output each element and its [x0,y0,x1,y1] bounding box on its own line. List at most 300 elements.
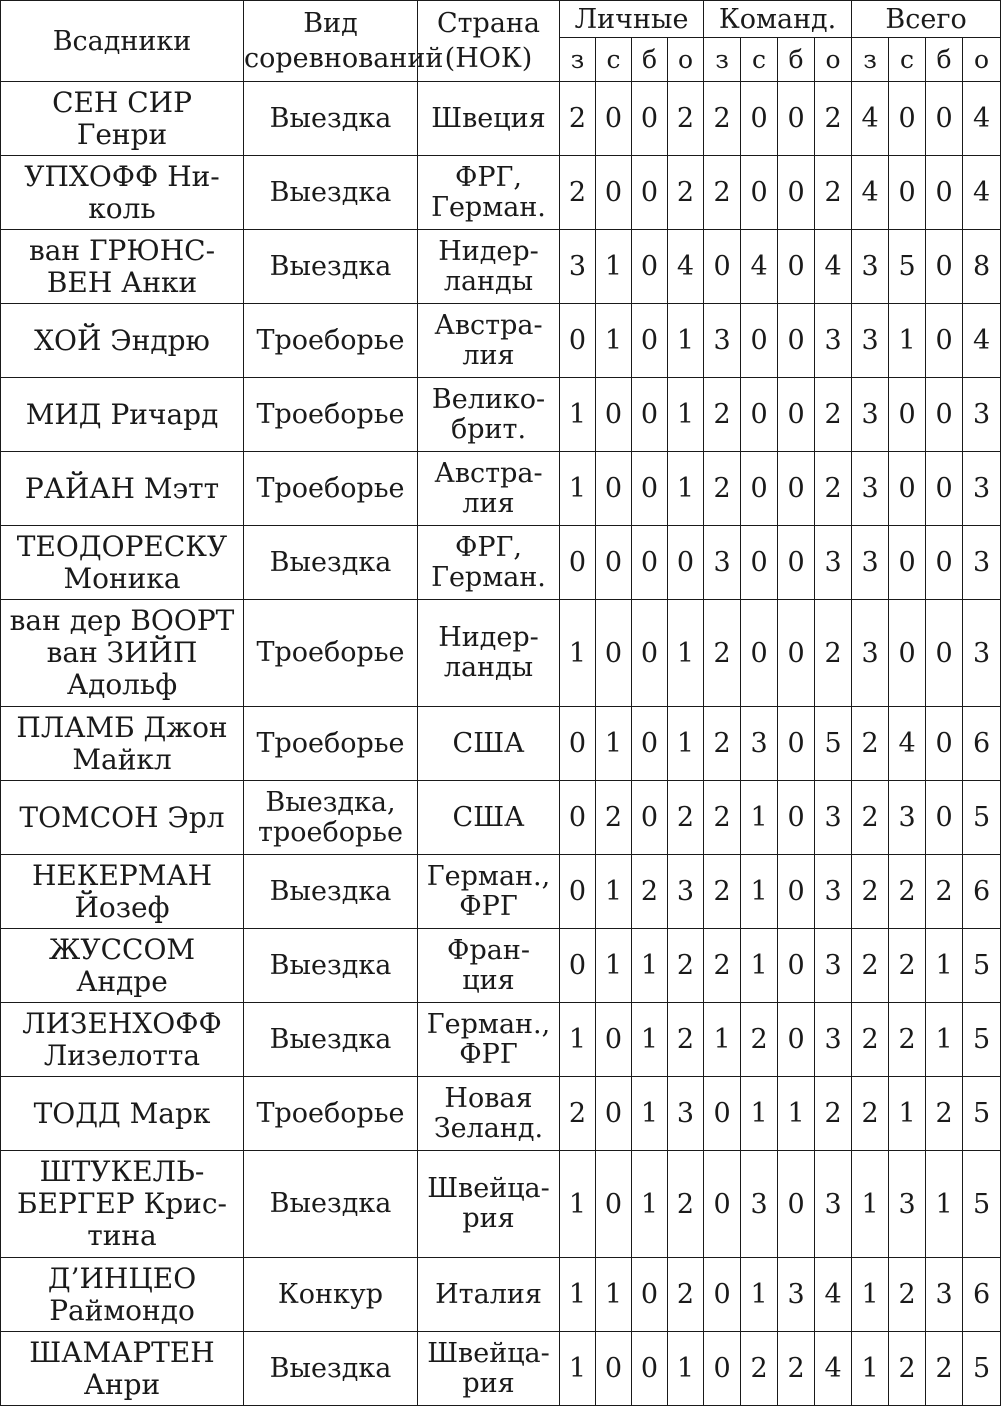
medal-count-overall-total: 5 [963,1151,1001,1258]
medal-count-team-total: 3 [815,526,852,600]
medal-count-personal-gold: 0 [560,707,596,781]
table-row [1,82,1001,156]
table-row [1,230,1001,304]
medal-count-team-silver: 4 [741,230,778,304]
medal-count-team-silver: 1 [741,1077,778,1151]
medal-count-team-bronze: 0 [778,1151,815,1258]
medal-count-team-silver: 3 [741,1151,778,1258]
medal-count-personal-silver: 2 [596,781,632,855]
medal-count-personal-gold: 2 [560,156,596,230]
medal-count-overall-silver: 3 [889,781,926,855]
medal-count-team-silver: 2 [741,1332,778,1406]
rider-name-text: ТОМСОН Эрл [19,800,225,834]
medal-count-team-bronze: 0 [778,156,815,230]
medal-count-overall-bronze: 0 [926,82,963,156]
country [418,156,560,230]
medal-count-personal-bronze: 0 [632,82,668,156]
medal-count-overall-silver: 2 [889,855,926,929]
medal-count-team-gold: 2 [704,707,741,781]
medal-count-overall-silver: 0 [889,526,926,600]
medal-count-overall-gold: 3 [852,378,889,452]
rider-name [1,1003,244,1077]
medal-count-team-total: 4 [815,1258,852,1332]
medal-count-team-silver: 1 [741,929,778,1003]
medal-count-team-gold: 0 [704,1077,741,1151]
medal-count-overall-bronze: 0 [926,707,963,781]
medal-count-team-bronze: 0 [778,855,815,929]
event-type-text: Троеборье [256,1097,405,1129]
medal-count-overall-bronze: 0 [926,304,963,378]
medal-count-team-silver: 0 [741,526,778,600]
rider-name-text: ХОЙ Эндрю [34,323,210,357]
table-row [1,452,1001,526]
header-medal-total: о [815,38,852,82]
event-type [244,378,418,452]
country [418,1332,560,1406]
medal-count-overall-bronze: 0 [926,526,963,600]
event-type-text: Выездка [269,546,392,578]
medal-count-team-gold: 2 [704,855,741,929]
table-row [1,378,1001,452]
medal-count-personal-total: 2 [668,781,704,855]
medal-count-team-total: 3 [815,1151,852,1258]
event-type [244,452,418,526]
medal-count-personal-silver: 0 [596,1077,632,1151]
medal-count-personal-gold: 3 [560,230,596,304]
medal-count-overall-silver: 0 [889,82,926,156]
medal-count-overall-total: 5 [963,929,1001,1003]
medal-count-overall-gold: 1 [852,1258,889,1332]
header-group-total: Всего [852,1,1001,38]
medal-count-personal-silver: 1 [596,929,632,1003]
medal-count-personal-total: 1 [668,378,704,452]
rider-name-text: ПЛАМБ Джон Майкл [16,710,228,776]
medal-count-personal-silver: 1 [596,304,632,378]
medal-count-overall-silver: 2 [889,1003,926,1077]
medal-count-overall-gold: 1 [852,1332,889,1406]
table-row [1,1077,1001,1151]
medal-count-overall-bronze: 0 [926,378,963,452]
medal-count-personal-bronze: 1 [632,1003,668,1077]
medal-count-personal-total: 1 [668,600,704,707]
event-type [244,781,418,855]
medal-count-overall-gold: 2 [852,1003,889,1077]
country-text: США [452,801,525,833]
event-type-text: Выездка [269,1352,392,1384]
medal-count-personal-gold: 2 [560,1077,596,1151]
header-medal-bronze: б [926,38,963,82]
table-row [1,1258,1001,1332]
country [418,1258,560,1332]
medal-count-team-bronze: 2 [778,1332,815,1406]
medal-count-personal-total: 2 [668,1003,704,1077]
medal-count-personal-total: 0 [668,526,704,600]
medal-count-overall-gold: 2 [852,781,889,855]
medal-count-personal-bronze: 0 [632,600,668,707]
table-row [1,156,1001,230]
medal-count-personal-silver: 1 [596,855,632,929]
medal-count-team-gold: 0 [704,1332,741,1406]
medal-count-team-silver: 0 [741,304,778,378]
event-type-text: Конкур [277,1278,384,1310]
medal-count-team-bronze: 0 [778,929,815,1003]
header-row-groups [1,1,1001,38]
country [418,1003,560,1077]
country-text: Австра- лия [434,457,543,519]
medal-count-team-total: 4 [815,1332,852,1406]
event-type [244,707,418,781]
table-row [1,855,1001,929]
header-medal-silver: с [741,38,778,82]
country [418,1151,560,1258]
table-body [1,82,1001,1406]
medal-count-overall-total: 8 [963,230,1001,304]
medal-count-team-bronze: 1 [778,1077,815,1151]
header-medal-bronze: б [778,38,815,82]
rider-name-text: МИД Ричард [25,397,219,431]
medal-count-personal-bronze: 1 [632,1077,668,1151]
medal-count-team-bronze: 0 [778,781,815,855]
medal-count-personal-silver: 1 [596,230,632,304]
medal-count-team-bronze: 0 [778,1003,815,1077]
table-row [1,707,1001,781]
medal-count-team-total: 2 [815,600,852,707]
country-text: Герман., ФРГ [426,1008,551,1070]
medal-count-overall-gold: 2 [852,707,889,781]
rider-name [1,1258,244,1332]
country [418,1077,560,1151]
rider-name-text: ЖУССОМ Андре [48,932,196,998]
event-type-text: Троеборье [256,398,405,430]
medal-count-personal-gold: 1 [560,600,596,707]
header-medal-gold: з [704,38,741,82]
medal-count-overall-bronze: 2 [926,855,963,929]
medal-count-overall-silver: 2 [889,929,926,1003]
medal-count-overall-bronze: 0 [926,600,963,707]
medal-count-overall-gold: 3 [852,526,889,600]
medal-count-overall-total: 5 [963,1332,1001,1406]
medal-count-overall-gold: 3 [852,452,889,526]
country-text: Нидер- ланды [438,235,539,297]
medal-count-personal-bronze: 0 [632,378,668,452]
medal-count-overall-silver: 0 [889,600,926,707]
medal-count-overall-silver: 2 [889,1332,926,1406]
medal-count-overall-silver: 0 [889,452,926,526]
medal-count-overall-gold: 3 [852,304,889,378]
medal-count-team-gold: 1 [704,1003,741,1077]
rider-name [1,855,244,929]
medal-count-overall-total: 6 [963,855,1001,929]
medal-count-personal-total: 1 [668,1332,704,1406]
rider-name [1,156,244,230]
country-text: ФРГ, Герман. [431,531,546,593]
event-type [244,1077,418,1151]
medal-count-overall-silver: 0 [889,378,926,452]
medal-count-team-silver: 0 [741,600,778,707]
country-text: Швеция [431,102,546,134]
country-text: Новая Зеланд. [433,1082,544,1144]
medal-count-team-silver: 1 [741,781,778,855]
rider-name-text: ван дер ВООРТ ван ЗИЙП Адольф [9,604,235,701]
event-type [244,1258,418,1332]
event-type [244,82,418,156]
event-type [244,855,418,929]
medal-count-overall-total: 4 [963,304,1001,378]
country-text: Герман., ФРГ [426,860,551,922]
medal-count-personal-gold: 1 [560,452,596,526]
medal-count-overall-bronze: 1 [926,1151,963,1258]
medal-count-personal-silver: 0 [596,600,632,707]
medal-count-team-gold: 3 [704,304,741,378]
medal-count-team-total: 3 [815,781,852,855]
medal-count-personal-total: 2 [668,82,704,156]
medal-count-personal-total: 3 [668,1077,704,1151]
header-medal-bronze: б [632,38,668,82]
country [418,230,560,304]
medal-count-team-total: 2 [815,1077,852,1151]
medal-count-personal-total: 2 [668,156,704,230]
country-text: Италия [435,1278,542,1310]
medal-count-team-bronze: 0 [778,82,815,156]
medal-count-team-silver: 0 [741,378,778,452]
country [418,707,560,781]
header-rider: Всадники [1,1,244,82]
medal-count-overall-silver: 0 [889,156,926,230]
rider-name [1,526,244,600]
event-type-text: Троеборье [256,727,405,759]
medal-count-team-silver: 3 [741,707,778,781]
country-text: Швейца- рия [427,1337,550,1399]
event-type-text: Троеборье [256,637,405,668]
event-type-text: Выездка [269,176,392,208]
medal-count-team-gold: 3 [704,526,741,600]
country [418,929,560,1003]
country-text: Нидер- ланды [438,622,539,683]
country-text: Велико- брит. [431,383,546,445]
event-type [244,156,418,230]
medal-count-personal-total: 4 [668,230,704,304]
medal-count-overall-total: 5 [963,781,1001,855]
rider-name [1,452,244,526]
medal-count-personal-bronze: 0 [632,1258,668,1332]
medal-count-overall-bronze: 0 [926,156,963,230]
event-type [244,1003,418,1077]
medal-count-personal-silver: 0 [596,378,632,452]
medal-count-personal-gold: 0 [560,855,596,929]
rider-name-text: УПХОФФ Ни- коль [24,159,220,225]
event-type-text: Выездка [269,102,392,134]
event-type-text: Выездка [269,1023,392,1055]
rider-name [1,1077,244,1151]
header-country: Страна (НОК) [418,1,560,82]
medal-count-personal-bronze: 0 [632,1332,668,1406]
medal-count-team-total: 3 [815,929,852,1003]
country [418,378,560,452]
rider-name-text: ТЕОДОРЕСКУ Моника [16,529,228,595]
medal-count-personal-bronze: 0 [632,781,668,855]
country [418,526,560,600]
medal-count-overall-total: 6 [963,707,1001,781]
header-medal-silver: с [596,38,632,82]
rider-name [1,600,244,707]
event-type-text: Выездка [269,1188,392,1219]
medal-count-overall-silver: 4 [889,707,926,781]
rider-name-text: СЕН СИР Генри [52,85,192,151]
medal-count-team-bronze: 0 [778,230,815,304]
medal-count-overall-bronze: 1 [926,929,963,1003]
header-medal-total: о [668,38,704,82]
medal-count-personal-bronze: 0 [632,452,668,526]
medal-count-team-total: 3 [815,1003,852,1077]
medal-count-team-silver: 1 [741,1258,778,1332]
country-text: Швейца- рия [427,1173,550,1234]
medal-count-overall-bronze: 2 [926,1077,963,1151]
medal-count-overall-total: 6 [963,1258,1001,1332]
country [418,452,560,526]
table-row [1,929,1001,1003]
rider-name [1,929,244,1003]
country [418,82,560,156]
country-text: США [452,727,525,759]
rider-name [1,378,244,452]
country-text: ФРГ, Герман. [431,161,546,223]
medal-count-team-silver: 2 [741,1003,778,1077]
country [418,304,560,378]
country [418,855,560,929]
header-medal-total: о [963,38,1001,82]
event-type-text: Выездка, троеборье [258,786,403,848]
medal-count-overall-silver: 2 [889,1258,926,1332]
country-text: Фран- ция [447,934,530,996]
medal-count-overall-gold: 2 [852,1077,889,1151]
medal-count-personal-gold: 1 [560,1003,596,1077]
rider-name-text: ЛИЗЕНХОФФ Лизелотта [22,1006,222,1072]
medal-count-overall-gold: 2 [852,855,889,929]
medal-count-overall-total: 4 [963,156,1001,230]
event-type-text: Выездка [269,875,392,907]
medal-count-overall-bronze: 0 [926,781,963,855]
event-type [244,1151,418,1258]
medal-count-personal-total: 2 [668,929,704,1003]
medal-count-overall-bronze: 3 [926,1258,963,1332]
rider-name-text: ван ГРЮНС- ВЕН Анки [28,233,216,299]
country [418,600,560,707]
event-type [244,1332,418,1406]
medal-count-overall-total: 3 [963,452,1001,526]
medal-count-team-bronze: 0 [778,526,815,600]
medal-count-team-bronze: 0 [778,304,815,378]
medal-count-overall-silver: 3 [889,1151,926,1258]
medal-count-team-bronze: 0 [778,452,815,526]
event-type [244,929,418,1003]
medal-count-team-total: 2 [815,82,852,156]
medal-count-personal-silver: 0 [596,156,632,230]
medal-count-team-silver: 0 [741,452,778,526]
medal-count-personal-bronze: 0 [632,304,668,378]
medal-count-team-gold: 2 [704,156,741,230]
table-row [1,304,1001,378]
header-group-personal: Личные [560,1,704,38]
medal-count-personal-bronze: 1 [632,1151,668,1258]
medal-count-team-bronze: 0 [778,707,815,781]
rider-name [1,230,244,304]
medal-count-overall-bronze: 1 [926,1003,963,1077]
rider-name [1,82,244,156]
event-type [244,526,418,600]
medal-count-overall-gold: 4 [852,156,889,230]
medal-count-team-total: 5 [815,707,852,781]
medal-count-personal-gold: 1 [560,378,596,452]
medal-count-personal-silver: 0 [596,526,632,600]
header-medal-silver: с [889,38,926,82]
medal-count-team-gold: 0 [704,1151,741,1258]
medal-count-personal-gold: 1 [560,1258,596,1332]
medal-count-personal-bronze: 0 [632,156,668,230]
rider-name-text: ШТУКЕЛЬ- БЕРГЕР Крис- тина [17,1155,227,1252]
medal-count-overall-silver: 5 [889,230,926,304]
header-medal-gold: з [852,38,889,82]
medal-count-team-gold: 2 [704,82,741,156]
medal-count-team-total: 3 [815,304,852,378]
event-type-text: Выездка [269,949,392,981]
event-type-text: Троеборье [256,324,405,356]
medal-count-personal-total: 2 [668,1258,704,1332]
medal-count-overall-silver: 1 [889,1077,926,1151]
rider-name-text: РАЙАН Мэтт [24,471,220,505]
medal-count-personal-total: 3 [668,855,704,929]
medal-count-personal-total: 1 [668,452,704,526]
medal-count-team-gold: 2 [704,600,741,707]
country-text: Австра- лия [434,309,543,371]
medal-count-overall-total: 3 [963,600,1001,707]
medal-count-team-bronze: 0 [778,378,815,452]
rider-name-text: ШАМАРТЕН Анри [29,1335,215,1401]
medal-count-personal-silver: 0 [596,82,632,156]
medal-count-overall-gold: 3 [852,230,889,304]
medal-count-personal-silver: 0 [596,1332,632,1406]
medal-count-overall-bronze: 2 [926,1332,963,1406]
event-type [244,230,418,304]
medal-count-overall-total: 5 [963,1077,1001,1151]
medal-count-team-gold: 0 [704,1258,741,1332]
table-row [1,600,1001,707]
table-row [1,781,1001,855]
medal-count-personal-gold: 1 [560,1151,596,1258]
header-medal-gold: з [560,38,596,82]
medal-count-team-gold: 2 [704,781,741,855]
medal-count-team-total: 3 [815,855,852,929]
medal-count-personal-gold: 0 [560,929,596,1003]
medal-count-team-gold: 0 [704,230,741,304]
medal-count-team-total: 4 [815,230,852,304]
medal-count-team-bronze: 3 [778,1258,815,1332]
medal-count-team-gold: 2 [704,929,741,1003]
event-type [244,304,418,378]
medal-count-personal-bronze: 0 [632,707,668,781]
medal-count-overall-gold: 3 [852,600,889,707]
medal-count-personal-gold: 1 [560,1332,596,1406]
country [418,781,560,855]
event-type [244,600,418,707]
medal-count-team-total: 2 [815,452,852,526]
event-type-text: Троеборье [256,472,405,504]
rider-name [1,1151,244,1258]
table-row [1,1003,1001,1077]
medal-count-personal-total: 2 [668,1151,704,1258]
medal-count-team-gold: 2 [704,378,741,452]
medal-count-personal-silver: 0 [596,1003,632,1077]
medal-count-team-bronze: 0 [778,600,815,707]
